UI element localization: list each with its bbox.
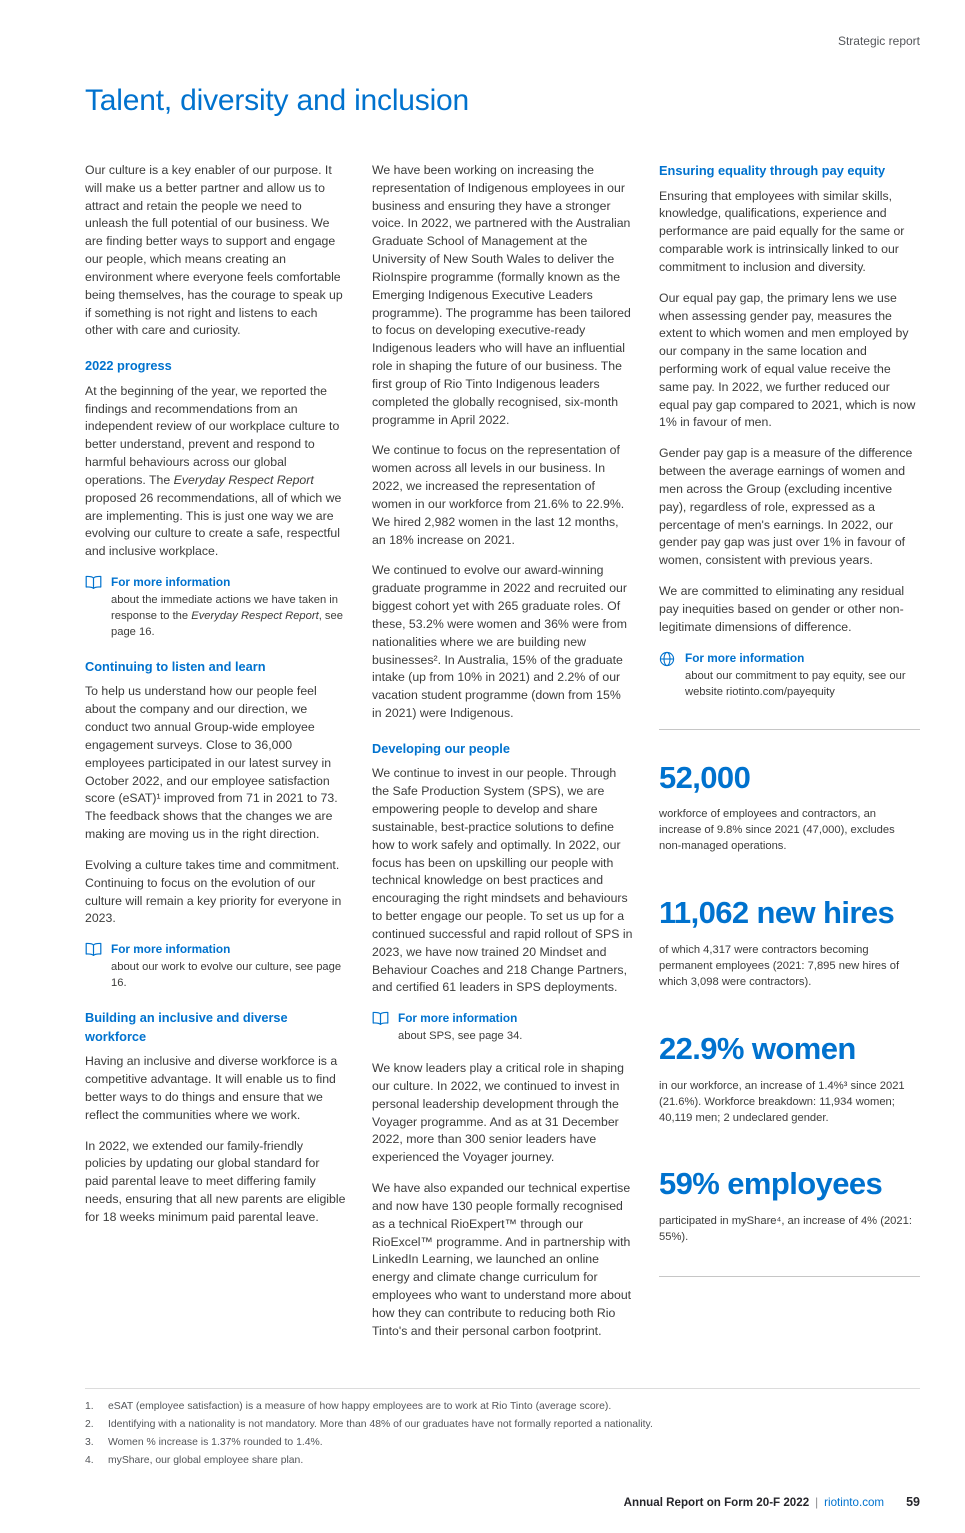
intro-paragraph: Our culture is a key enabler of our purpose. It will make us a better partner and allow us to attract and retain the people we need to unleash the full potential of our business. We are finding better ways to support and engage our people, which means creating an environment where everyone feels comfortable being themselves, has the courage to speak up if something is not right and listens to each other with care and curiosity. [85,163,343,338]
body-paragraph: Gender pay gap is a measure of the difference between the average earnings of women and men across the Group (excluding incentive pay), regardless of role, expressed as a percentage of men's earnings. In 2022, our gender pay gap was just over 1% in favour of women, consistent with previous years. [659,446,913,568]
section-heading-listen-learn: Continuing to listen and learn [85,658,266,674]
stat-workforce [659,756,920,856]
body-paragraph: Evolving a culture takes time and commitment. Continuing to focus on the evolution of our culture will remain a key priority for everyone in 2023. [85,857,342,926]
section-heading-pay-equity: Ensuring equality through pay equity [659,163,886,178]
body-paragraph: Ensuring that employees with similar skills, knowledge, qualifications, experience and performance are paid equally for the same or comparable work is intrinsically linked to our commitment to inclusion and diversity. [659,188,905,274]
body-paragraph: Our equal pay gap, the primary lens we use when assessing gender pay, measures the extent to which women and men employed by our company in the same location and performing work of equal value receive the same pay. In 2022, we further reduced our equal pay gap compared to 2021, which is now 1% in favour of men. [659,290,916,430]
footnote [85,1417,920,1432]
stat-desc: workforce of employees and contractors, an increase of 9.8% since 2021 (47,000), excludes non-managed operations. [659,808,895,853]
body-paragraph: We are committed to eliminating any residual pay inequities based on gender or other non-legitimate dimensions of difference. [659,584,905,634]
stat-new-hires [659,891,920,991]
stat-myshare [659,1162,920,1246]
info-text [111,941,346,992]
column-1 [85,162,346,1240]
stat-value: 11,062 new hires [659,895,895,931]
info-callout [85,574,346,641]
footnote-number: 4. [85,1454,94,1466]
info-body-text: about the immediate actions we have taken in response to the [111,594,338,623]
footer-divider: | [815,1495,819,1509]
body-paragraph [85,383,346,561]
body-paragraph: We continued to evolve our award-winning graduate programme in 2022 and recruited our biggest cohort yet with 265 graduate roles. Of these, 53.2% were women and 36% were from nationalities where we are building new businesses². In Australia, 15% of the graduate intake (up from 10% in 2021) and 2.2% of our vacation student programme (down from 15% in 2021) were Indigenous. [372,563,627,721]
section-eyebrow: Strategic report [837,34,920,48]
footnote-number: 1. [85,1400,94,1412]
stat-desc: participated in myShare⁴, an increase of 4% (2021: 55%). [659,1215,912,1244]
globe-icon [659,650,677,701]
book-icon [372,1010,390,1045]
info-text [685,650,920,701]
italic-report-name: Everyday Respect Report [173,472,314,487]
footer-report-title: Annual Report on Form 20-F 2022 [623,1495,810,1509]
stat-desc: of which 4,317 were contractors becoming permanent employees (2021: 7,895 new hires of which 3,098 were contractors). [659,944,900,988]
info-body: about our commitment to pay equity, see our website riotinto.com/payequity [685,669,906,698]
info-body: about our work to evolve our culture, see page 16. [111,961,342,990]
column-3 [659,162,920,1277]
stat-value: 59% employees [659,1166,883,1202]
stats-bottom-rule [659,1276,920,1277]
footnote [85,1435,920,1450]
body-paragraph: We continue to invest in our people. Through the Safe Production System (SPS), we are empowering people to develop and share sustainable, best-practice solutions to define how to work safely and optimally. In 2022, our focus has been on upskilling our people with technical knowledge on best practices and encouraging the right mindsets and behaviours to better engage our people. To set us up for a continued successful and rapid rollout of SPS in 2023, we have now trained 20 Mindset and Behaviour Coaches and 218 Change Partners, and certified 61 leaders in SPS deployments. [372,766,633,995]
info-body-text: , see page 16. [111,610,343,639]
page-title: Talent, diversity and inclusion [85,84,470,117]
stat-value: 22.9% women [659,1030,856,1066]
body-paragraph: We know leaders play a critical role in shaping our culture. In 2022, we continued to invest in personal leadership development through the Voyager programme. And as at 31 December 2022, more than 300 senior leaders have experienced the Voyager journey. [372,1061,624,1165]
info-body: about SPS, see page 34. [398,1030,523,1043]
footnote-text: eSAT (employee satisfaction) is a measure of how happy employees are to work at Rio Tinto (average score). [108,1400,612,1412]
paragraph-text: At the beginning of the year, we reported the findings and recommendations from an independent review of our workplace culture to better understand, prevent and respond to harmful behaviours across our global operations. The [85,383,340,487]
footer-site-link[interactable]: riotinto.com [824,1495,885,1509]
book-icon [85,574,103,641]
body-paragraph: Having an inclusive and diverse workforce is a competitive advantage. It will enable us to find better ways to do things and ensure that we reflect the communities where we work. [85,1054,338,1122]
stat-value: 52,000 [659,759,751,795]
footnote [85,1453,920,1468]
footnote-text: Identifying with a nationality is not mandatory. More than 48% of our graduates have not formally reported a nationality. [108,1418,653,1430]
info-callout [659,650,920,701]
italic-report-name: Everyday Respect Report [191,610,319,623]
body-paragraph: We have also expanded our technical expertise and now have 130 people formally recognised as a technical RioExpert™ through our RioExcel™ programme. And in partnership with LinkedIn Learning, we launched an online energy and climate change curriculum for employees who want to understand more about how they can contribute to reducing both Rio Tinto's and their personal carbon footprint. [372,1181,632,1338]
paragraph-text: proposed 26 recommendations, all of which we are implementing. This is just one way we are evolving our culture to create a safe, respectful and inclusive workplace. [85,490,342,559]
content-columns [85,162,920,1354]
page-footer [85,1495,920,1509]
info-callout [372,1010,633,1045]
book-icon [85,941,103,992]
info-text [111,574,346,641]
page-number: 59 [906,1494,920,1509]
footnote-number: 2. [85,1418,94,1430]
footnotes [85,1388,920,1471]
info-body [111,593,346,641]
info-title: For more information [111,575,231,590]
section-heading-2022-progress: 2022 progress [85,358,172,374]
section-heading-inclusive-workforce: Building an inclusive and diverse workforce [85,1010,288,1044]
body-paragraph: We continue to focus on the representation of women across all levels in our business. In 2022, we increased the representation of women in our workforce from 21.6% to 22.9%. We hired 2,982 women in the last 12 months, an 18% increase on 2021. [372,443,625,547]
column-2 [372,162,633,1354]
info-title: For more information [398,1011,518,1026]
info-text [398,1010,522,1045]
footnote-text: myShare, our global employee share plan. [108,1454,304,1466]
body-paragraph: In 2022, we extended our family-friendly policies by updating our global standard for paid parental leave to meet differing family needs, ensuring that all new parents are eligible for 18 weeks minimum paid parental leave. [85,1138,346,1224]
info-title: For more information [685,650,805,665]
info-callout [85,941,346,992]
key-stats [659,729,920,1278]
stat-women [659,1027,920,1127]
footnote [85,1399,920,1414]
section-heading-developing-people: Developing our people [372,740,510,756]
info-title: For more information [111,942,231,957]
body-paragraph: To help us understand how our people feel about the company and our direction, we conduct two annual Group-wide employee engagement surveys. Close to 36,000 employees participated in our latest survey in October 2022, and our employee satisfaction score (eSAT)¹ improved from 71 in 2021 to 73. The feedback shows that the changes we are making are moving us in the right direction. [85,684,338,842]
body-paragraph: We have been working on increasing the representation of Indigenous employees in our business and ensuring they have a stronger voice. In 2022, we partnered with the Australian Graduate School of Management at the University of New South Wales to deliver the RioInspire programme (formally known as the Emerging Indigenous Executive Leaders programme). The programme has been tailored to focus on developing executive-ready Indigenous leaders who will have an influential role in shaping the future of our business. The first group of Rio Tinto Indigenous leaders completed the globally recognised, six-month programme in April 2022. [372,163,631,427]
footnote-number: 3. [85,1436,94,1448]
stat-desc: in our workforce, an increase of 1.4%³ since 2021 (21.6%). Workforce breakdown: 11,934 women; 40,119 men; 2 undeclared gender. [659,1079,905,1124]
footnote-text: Women % increase is 1.37% rounded to 1.4%. [108,1436,323,1448]
